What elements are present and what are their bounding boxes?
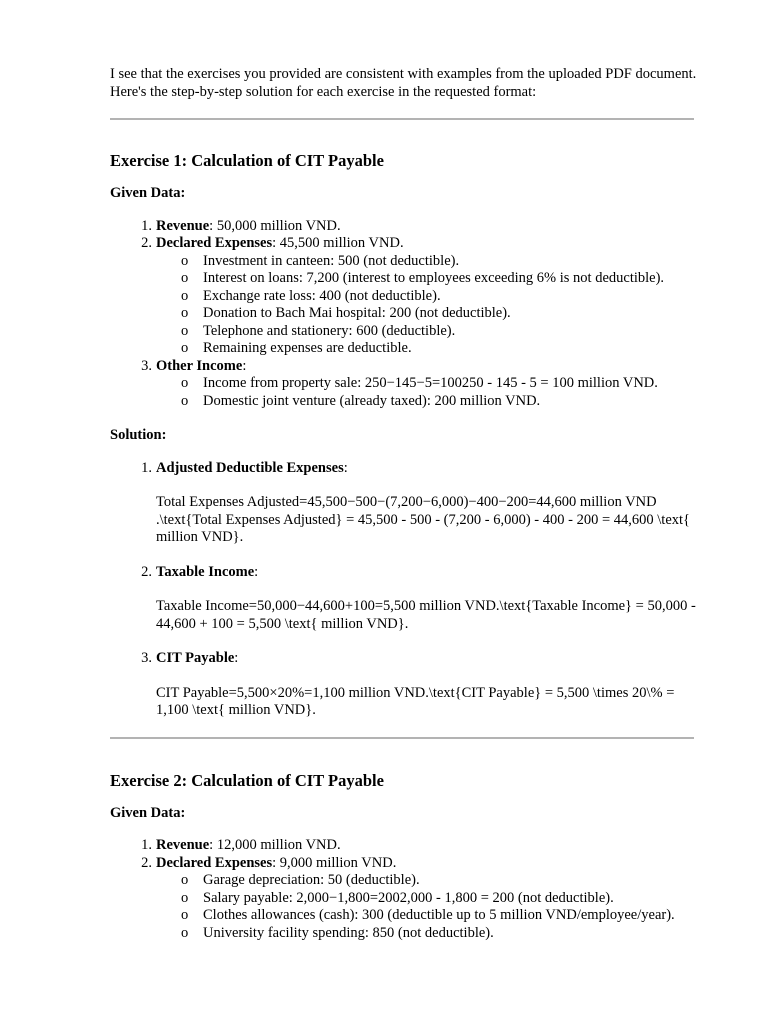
sub-item-text: Garage depreciation: 50 (deductible). <box>203 872 420 888</box>
list-item <box>110 235 700 358</box>
sub-item-text: Remaining expenses are deductible. <box>203 340 412 356</box>
item-number: 3. <box>141 357 152 374</box>
sub-list-item <box>110 305 700 323</box>
sub-list-item <box>110 253 700 271</box>
bullet: o <box>181 305 189 321</box>
formula: Total Expenses Adjusted=45,500−500−(7,200−6,000)−400−200=44,600 million VND .\text{Total Expenses Adjusted} = 45,500 - 500 - (7,200 - 6,000) - 400 - 200 = 44,600 \text{ million VND}. <box>156 494 690 545</box>
step-label: CIT Payable <box>156 650 235 666</box>
expenses-sub-list <box>156 872 700 942</box>
sub-list-item <box>110 323 700 341</box>
exercise-2-title: Exercise 2: Calculation of CIT Payable <box>110 770 384 790</box>
sub-item-text: Donation to Bach Mai hospital: 200 (not deductible). <box>203 305 511 321</box>
intro-paragraph: I see that the exercises you provided are consistent with examples from the uploaded PDF document. Here's the step-by-step solution for each exercise in the requested format: <box>110 66 697 100</box>
sub-item-text: Interest on loans: 7,200 (interest to employees exceeding 6% is not deductible). <box>203 270 665 286</box>
bullet: o <box>181 340 189 356</box>
bullet: o <box>181 287 189 304</box>
bullet: o <box>181 872 189 888</box>
sub-item-text: University facility spending: 850 (not deductible). <box>203 924 494 941</box>
bullet: o <box>181 322 189 339</box>
item-number: 2. <box>141 235 152 251</box>
step-number: 2. <box>141 563 152 580</box>
bullet: o <box>181 270 189 286</box>
bullet: o <box>181 907 189 923</box>
solution-label: Solution: <box>110 427 167 443</box>
item-text: : 12,000 million VND. <box>209 837 341 853</box>
formula: CIT Payable=5,500×20%=1,100 million VND.\text{CIT Payable} = 5,500 \times 20\% = 1,100 \text{ million VND}. <box>156 684 675 718</box>
item-number: 1. <box>141 217 152 234</box>
item-label: Declared Expenses <box>156 235 273 251</box>
step-text: : <box>234 650 239 666</box>
formula: Taxable Income=50,000−44,600+100=5,500 million VND.\text{Taxable Income} = 50,000 - 44,600 + 100 = 5,500 \text{ million VND}. <box>156 598 696 632</box>
income-sub-list <box>156 375 700 410</box>
sub-item-text: Investment in canteen: 500 (not deductible). <box>203 252 460 269</box>
bullet: o <box>181 392 189 409</box>
sub-item-text: Income from property sale: 250−145−5=100250 - 145 - 5 = 100 million VND. <box>203 375 658 391</box>
bullet: o <box>181 252 189 269</box>
solution-list <box>110 460 700 720</box>
divider <box>110 737 694 739</box>
exercise-2-given-label: Given Data: <box>110 804 186 821</box>
step-label: Taxable Income <box>156 563 255 580</box>
step-label: Adjusted Deductible Expenses <box>156 459 344 476</box>
item-text: : <box>242 357 247 374</box>
solution-step <box>110 460 700 547</box>
item-label: Other Income <box>156 357 243 374</box>
sub-list-item <box>110 340 700 358</box>
sub-item-text: Exchange rate loss: 400 (not deductible). <box>203 287 441 304</box>
bullet: o <box>181 889 189 906</box>
sub-list-item <box>110 925 700 943</box>
exercise-1-given-list <box>110 218 700 411</box>
expenses-sub-list <box>156 253 700 358</box>
exercise-1-title: Exercise 1: Calculation of CIT Payable <box>110 151 384 170</box>
sub-item-text: Telephone and stationery: 600 (deductible). <box>203 322 456 339</box>
list-item <box>110 837 700 855</box>
item-label: Revenue <box>156 217 210 234</box>
item-number: 1. <box>141 837 152 853</box>
bullet: o <box>181 924 189 941</box>
sub-list-item <box>110 907 700 925</box>
sub-list-item <box>110 393 700 411</box>
item-label: Revenue <box>156 837 210 853</box>
bullet: o <box>181 375 189 391</box>
item-text: : 50,000 million VND. <box>209 217 341 234</box>
list-item <box>110 218 700 236</box>
item-label: Declared Expenses <box>156 854 273 871</box>
solution-step <box>110 564 700 634</box>
document-page <box>110 66 700 942</box>
divider <box>110 118 694 120</box>
list-item <box>110 358 700 411</box>
exercise-1-given-label: Given Data: <box>110 185 186 201</box>
step-number: 3. <box>141 650 152 666</box>
sub-list-item <box>110 270 700 288</box>
sub-list-item <box>110 890 700 908</box>
item-text: : 45,500 million VND. <box>272 235 404 251</box>
exercise-2-given-list <box>110 837 700 942</box>
step-text: : <box>254 563 259 580</box>
sub-list-item <box>110 375 700 393</box>
list-item <box>110 855 700 943</box>
step-text: : <box>343 459 348 476</box>
step-number: 1. <box>141 459 152 476</box>
sub-list-item <box>110 288 700 306</box>
sub-list-item <box>110 872 700 890</box>
sub-item-text: Clothes allowances (cash): 300 (deductible up to 5 million VND/employee/year). <box>203 907 675 923</box>
solution-step <box>110 650 700 720</box>
sub-item-text: Salary payable: 2,000−1,800=2002,000 - 1,800 = 200 (not deductible). <box>203 889 614 906</box>
sub-item-text: Domestic joint venture (already taxed): 200 million VND. <box>203 392 541 409</box>
item-text: : 9,000 million VND. <box>272 854 397 871</box>
item-number: 2. <box>141 854 152 871</box>
